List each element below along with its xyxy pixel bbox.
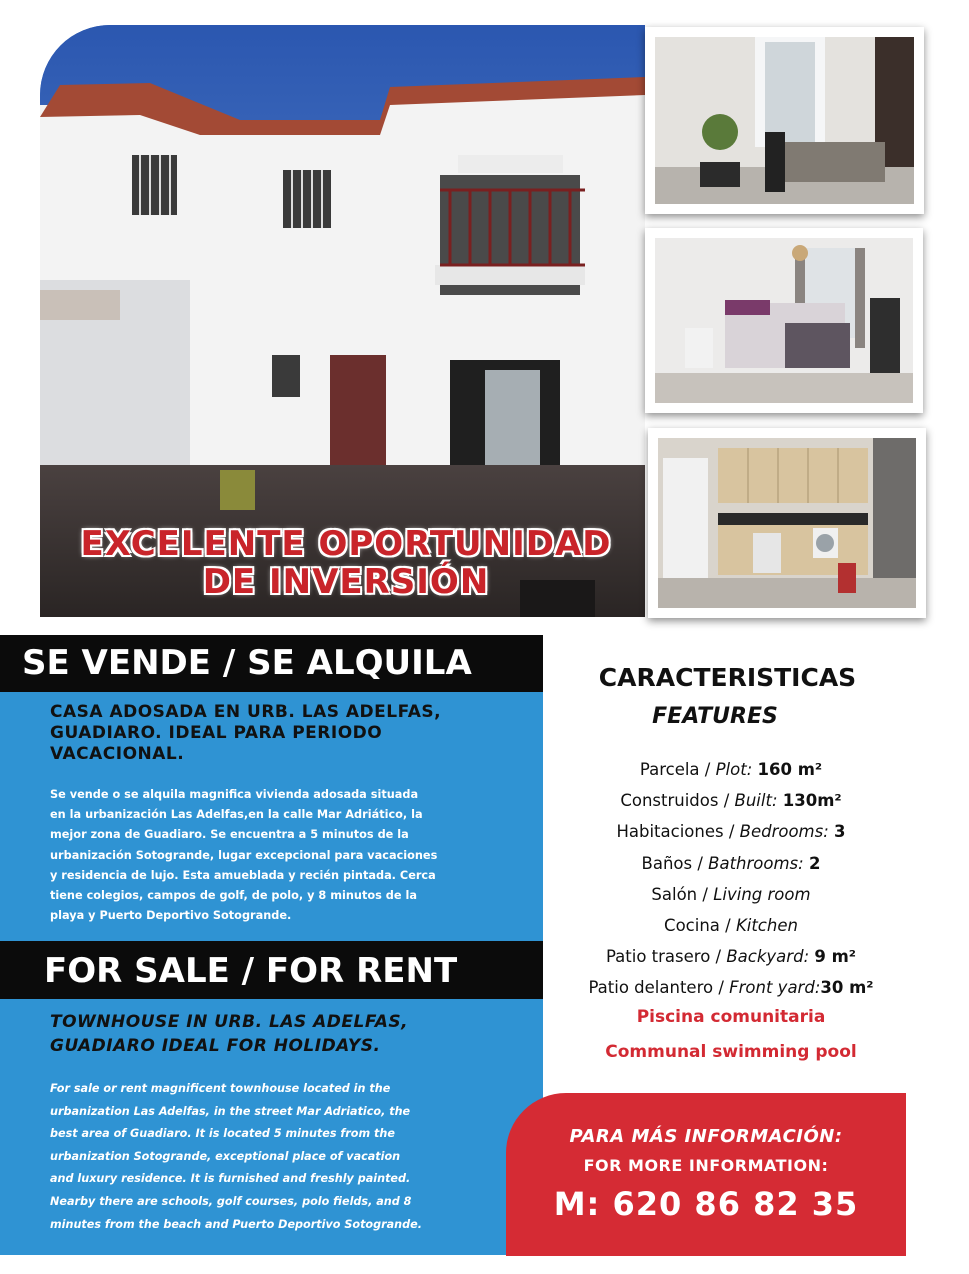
spanish-description-line: urbanización Sotogrande, lugar excepcional para vacaciones (50, 848, 438, 862)
spanish-description-line: en la urbanización Las Adelfas,en la calle Mar Adriático, la (50, 808, 423, 822)
english-description-line: best area of Guadiaro. It is located 5 minutes from the (50, 1127, 395, 1141)
english-description-line: urbanization Sotogrande, exceptional place of vacation (50, 1149, 401, 1163)
spanish-description-line: mejor zona de Guadiaro. Se encuentra a 5 minutos de la (50, 828, 409, 842)
english-description-line: and luxury residence. It is furnished and freshly painted. (50, 1172, 411, 1186)
english-description-line: Nearby there are schools, golf courses, polo fields, and 8 (50, 1194, 412, 1208)
spanish-title-line-3: VACACIONAL. (50, 744, 185, 764)
spanish-description-line: Se vende o se alquila magnifica vivienda adosada situada (50, 788, 419, 801)
feature-kitchen: Cocina / Kitchen (664, 916, 798, 936)
bedroom-illustration (655, 238, 913, 403)
english-description-line: For sale or rent magnificent townhouse located in the (50, 1082, 391, 1095)
english-description (50, 1078, 505, 1236)
feature-backyard: Patio trasero / Backyard: 9 m² (605, 947, 857, 967)
feature-bathrooms: Baños / Bathrooms: 2 (641, 853, 821, 873)
communal-pool-es: Piscina comunitaria (636, 1007, 826, 1027)
kitchen-illustration (658, 438, 916, 608)
contact-heading-es: PARA MÁS INFORMACIÓN: (569, 1126, 843, 1147)
features-list (555, 754, 907, 1004)
communal-pool-en: Communal swimming pool (605, 1042, 857, 1062)
spanish-title-line-1: CASA ADOSADA EN URB. LAS ADELFAS, (50, 702, 442, 722)
investment-headline (26, 525, 666, 601)
english-title (50, 1010, 520, 1058)
headline-line-2: DE INVERSIÓN (202, 562, 490, 602)
feature-plot: Parcela / Plot: 160 m² (639, 760, 823, 779)
english-title-line-1: TOWNHOUSE IN URB. LAS ADELFAS, (50, 1012, 409, 1032)
feature-bedrooms: Habitaciones / Bedrooms: 3 (616, 822, 846, 842)
bedroom-photo (645, 228, 923, 413)
contact-heading-en: FOR MORE INFORMATION: (583, 1156, 829, 1175)
dining-room-illustration (655, 37, 914, 204)
english-title-line-2: GUADIARO IDEAL FOR HOLIDAYS. (50, 1036, 381, 1056)
spanish-description-line: playa y Puerto Deportivo Sotogrande. (50, 909, 292, 923)
kitchen-photo (648, 428, 926, 618)
feature-built: Construidos / Built: 130m² (620, 791, 842, 811)
contact-box (506, 1093, 906, 1256)
spanish-description-line: y residencia de lujo. Esta amueblada y recién pintada. Cerca (50, 868, 436, 882)
spanish-title (50, 702, 510, 765)
spanish-description (50, 785, 490, 926)
features-subtitle: FEATURES (652, 704, 778, 729)
feature-front-yard: Patio delantero / Front yard:30 m² (588, 978, 874, 998)
dining-room-photo (645, 27, 924, 214)
feature-living-room: Salón / Living room (651, 884, 811, 904)
sale-rent-banner-en: FOR SALE / FOR RENT (0, 941, 543, 999)
features-title: CARACTERISTICAS (598, 663, 857, 692)
english-description-line: minutes from the beach and Puerto Deportivo Sotogrande. (50, 1217, 422, 1231)
english-description-line: urbanization Las Adelfas, in the street Mar Adriatico, the (50, 1104, 411, 1118)
spanish-description-line: tiene colegios, campos de golf, de polo, y 8 minutos de la (50, 889, 417, 903)
contact-phone[interactable]: M: 620 86 82 35 (553, 1185, 859, 1223)
headline-line-1: EXCELENTE OPORTUNIDAD (80, 524, 612, 564)
sale-rent-banner-es: SE VENDE / SE ALQUILA (0, 635, 543, 692)
spanish-title-line-2: GUADIARO. IDEAL PARA PERIODO (50, 723, 383, 743)
